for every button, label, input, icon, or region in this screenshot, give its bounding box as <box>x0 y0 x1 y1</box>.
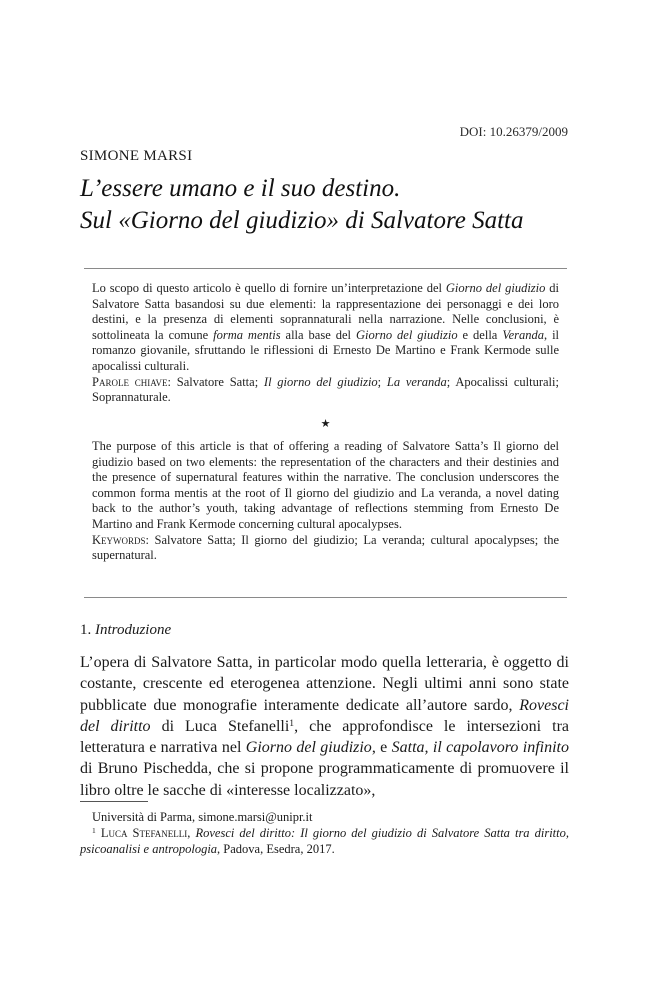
author-affiliation: Università di Parma, simone.marsi@unipr.it <box>92 810 313 824</box>
keywords-label-it: Parole chiave <box>92 374 168 389</box>
footnote-1: $^1$ Luca Stefanelli, Rovesci del diritto: Il giorno del giudizio di Salvatore Satta tra diritto, psicoanalisi e antropologia, Padova, Esedra, 2017. <box>80 826 569 856</box>
abstract-bottom-rule <box>84 597 567 598</box>
footnote-rule <box>80 801 148 802</box>
section-title: Introduzione <box>95 622 172 638</box>
article-title <box>80 173 580 237</box>
section-heading <box>80 622 171 639</box>
title-line-1: L’essere umano e il suo destino. <box>80 175 401 202</box>
author-name: SIMONE MARSI <box>80 148 193 164</box>
abstract-english <box>92 439 559 564</box>
abstract-italian <box>92 281 559 406</box>
doi-label: DOI: 10.26379/2009 <box>459 124 568 139</box>
star-separator: ★ <box>320 418 331 430</box>
section-number: 1. <box>80 622 92 638</box>
title-line-2: Sul «Giorno del giudizio» di Salvatore Satta <box>80 207 524 234</box>
keywords-italian: Parole chiave: Salvatore Satta; Il giorno del giudizio; La veranda; Apocalissi culturali; Soprannaturale. <box>92 374 559 405</box>
keywords-label-en: Keywords <box>92 532 146 547</box>
body-text <box>80 652 569 801</box>
body-paragraph: L’opera di Salvatore Satta, in particolar modo quella letteraria, è oggetto di costante, crescente ed eterogenea attenzione. Negli ultimi anni sono state pubblicate due monografie interamente dedicate all’autore sardo, Rovesci del diritto di Luca Stefanelli$^1$, che approfondisce le intersezioni tra letteratura e narrativa nel Giorno del giudizio, e Satta, il capolavoro infinito di Bruno Pischedda, che si propone programmaticamente di promuovere il libro oltre le sacche di «interesse localizzato», <box>80 654 569 799</box>
keywords-english: Keywords: Salvatore Satta; Il giorno del giudizio; La veranda; cultural apocalypses; the supernatural. <box>92 532 559 563</box>
abstract-top-rule <box>84 268 567 269</box>
abstract-italian-text: Lo scopo di questo articolo è quello di fornire un’interpretazione del Giorno del giudizio di Salvatore Satta basandosi su due elementi: la rappresentazione dei personaggi e dei loro destini, e la presenza di elementi soprannaturali nella narrazione. Nelle conclusioni, è sottolineata la comune forma mentis alla base del Giorno del giudizio e della Veranda, il romanzo giovanile, sfruttando le riflessioni di Ernesto De Martino e Frank Kermode sulle apocalissi culturali. <box>92 281 560 373</box>
footnote-number: 1 <box>92 826 96 836</box>
abstract-english-text: The purpose of this article is that of offering a reading of Salvatore Satta’s Il giorno del giudizio based on two elements: the representation of the characters and their destinies and the presence of supernatural features within the narrative. The conclusion underscores the common forma mentis at the root of Il giorno del giudizio and La veranda, a novel dating back to the author’s youth, taking advantage of reflections stemming from Ernesto De Martino and Frank Kermode concerning cultural apocalypses. <box>92 439 559 531</box>
footnote-ref[interactable]: 1 <box>289 718 295 730</box>
